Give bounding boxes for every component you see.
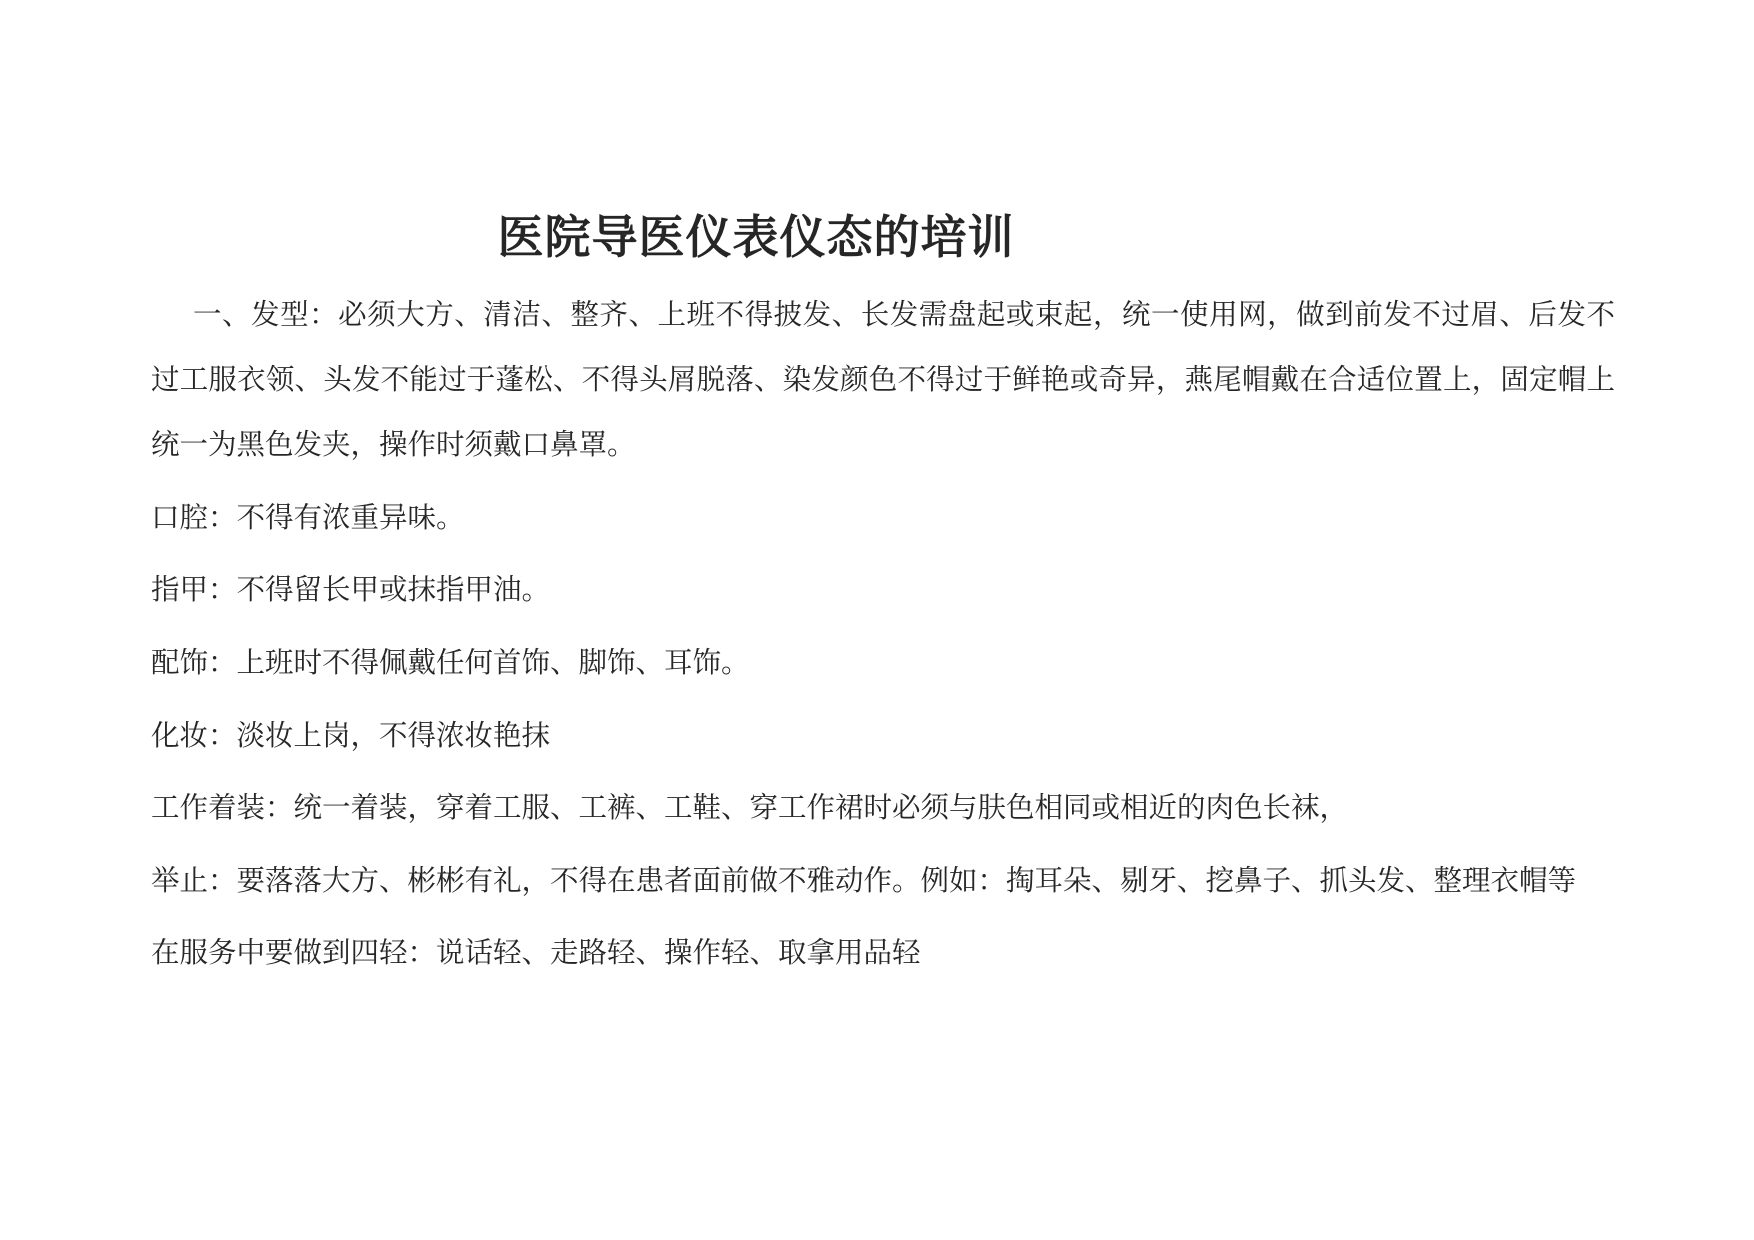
behavior-line: 举止：要落落大方、彬彬有礼，不得在患者面前做不雅动作。例如：掏耳朵、剔牙、挖鼻子、抓头发、整理衣帽等 [151, 864, 1577, 897]
attire-line: 工作着装：统一着装，穿着工服、工裤、工鞋、穿工作裙时必须与肤色相同或相近的肉色长袜， [151, 791, 1349, 824]
service-line: 在服务中要做到四轻：说话轻、走路轻、操作轻、取拿用品轻 [151, 936, 921, 969]
hair-paragraph: 一、发型：必须大方、清洁、整齐、上班不得披发、长发需盘起或束起，统一使用网，做到前发不过眉、后发不过工服衣领、头发不能过于蓬松、不得头屑脱落、染发颜色不得过于鲜艳或奇异，燕尾帽戴在合适位置上，固定帽上统一为黑色发夹，操作时须戴口鼻罩。 [151, 298, 1615, 461]
document-title: 医院导医仪表仪态的培训 [497, 210, 1015, 264]
oral-line: 口腔：不得有浓重异味。 [151, 501, 465, 534]
makeup-line: 化妆：淡妆上岗，不得浓妆艳抹 [151, 719, 551, 752]
nail-line: 指甲：不得留长甲或抹指甲油。 [151, 573, 551, 606]
accessory-line: 配饰：上班时不得佩戴任何首饰、脚饰、耳饰。 [151, 646, 750, 679]
